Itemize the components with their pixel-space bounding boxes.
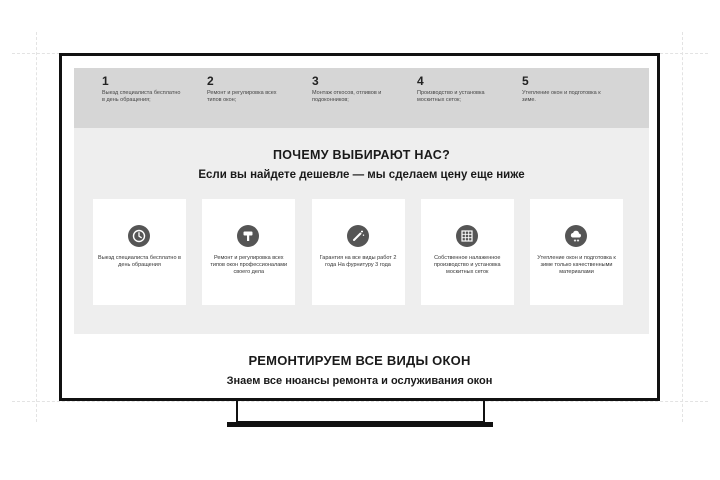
why-us-title: ПОЧЕМУ ВЫБИРАЮТ НАС? <box>272 148 451 162</box>
guide-line-right <box>682 32 683 422</box>
step-item <box>207 74 312 128</box>
steps-band <box>74 68 649 128</box>
cloud-snow-icon <box>565 225 587 247</box>
feature-card <box>312 199 405 305</box>
magic-wand-icon <box>347 225 369 247</box>
step-item <box>312 74 417 128</box>
step-number: 5 <box>522 74 529 88</box>
feature-card-text: Ремонт и регулировка всех типов окон профессионалами своего дела <box>210 255 288 275</box>
step-text: Утепление окон и подготовка к зиме. <box>522 90 601 103</box>
step-number: 4 <box>417 74 424 88</box>
step-text: Монтаж откосов, отливов и подоконников; <box>312 90 382 103</box>
grid-window-icon <box>456 225 478 247</box>
feature-card-text: Собственное налаженное производство и установка москитных сеток <box>433 255 501 275</box>
guide-line-left <box>36 32 37 422</box>
repair-title: РЕМОНТИРУЕМ ВСЕ ВИДЫ ОКОН <box>248 353 471 368</box>
step-item <box>522 74 627 128</box>
feature-card <box>530 199 623 305</box>
step-text: Выезд специалиста бесплатно в день обращения; <box>102 90 181 103</box>
feature-card <box>93 199 186 305</box>
step-text: Ремонт и регулировка всех типов окон; <box>207 90 277 103</box>
step-text: Производство и установка москитных сеток; <box>417 90 485 103</box>
monitor-screen <box>59 53 660 401</box>
monitor-stand <box>236 401 485 423</box>
step-item <box>102 74 207 128</box>
feature-cards <box>93 199 623 305</box>
why-us-subtitle: Если вы найдете дешевле — мы сделаем цену еще ниже <box>198 169 525 181</box>
step-number: 3 <box>312 74 319 88</box>
feature-card-text: Выезд специалиста бесплатно в день обращения <box>98 255 181 268</box>
monitor-stand-base <box>227 422 493 427</box>
feature-card-text: Утепление окон и подготовка к зиме только качественными материалами <box>537 255 616 275</box>
step-number: 1 <box>102 74 109 88</box>
feature-card <box>202 199 295 305</box>
repair-subtitle: Знаем все нюансы ремонта и ослуживания окон <box>226 375 493 387</box>
clock-icon <box>128 225 150 247</box>
feature-card-text: Гарантия на все виды работ 2 года На фурнитуру 3 года <box>319 255 397 268</box>
step-item <box>417 74 522 128</box>
feature-card <box>421 199 514 305</box>
why-us-section <box>74 128 649 334</box>
hammer-icon <box>237 225 259 247</box>
step-number: 2 <box>207 74 214 88</box>
